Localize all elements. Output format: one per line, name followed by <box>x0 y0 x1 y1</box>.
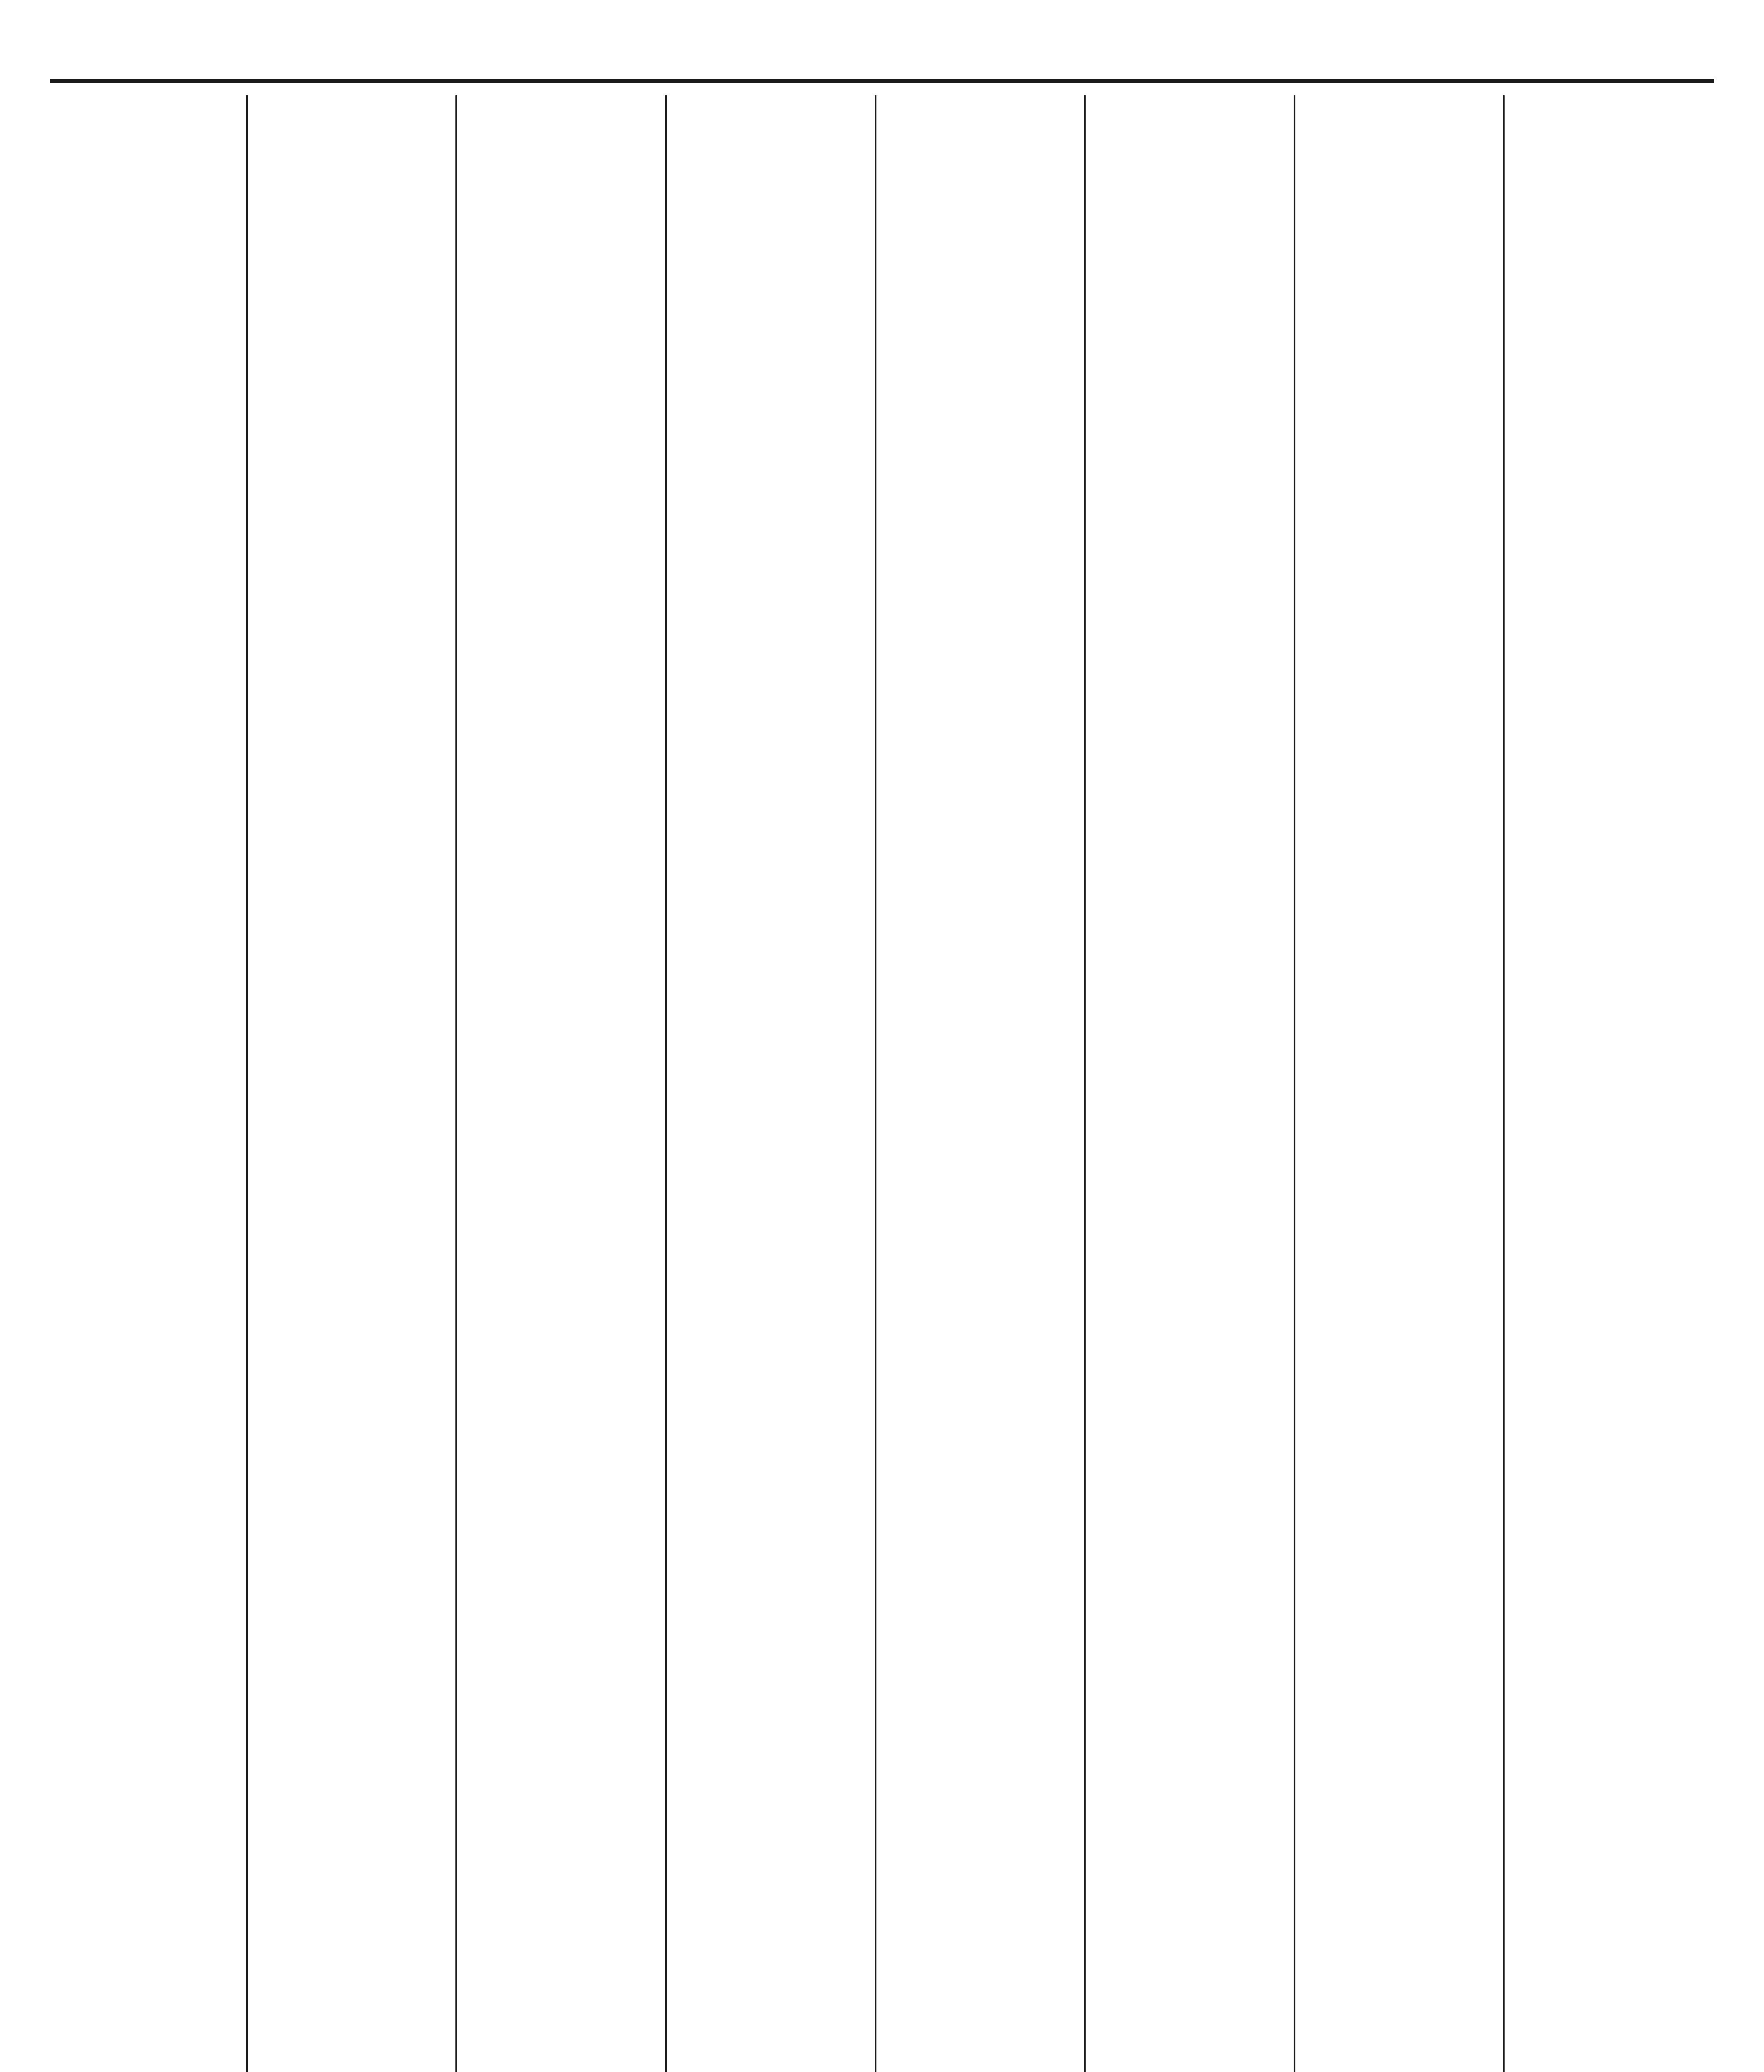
masthead <box>50 33 1714 83</box>
article-headline <box>888 268 1076 291</box>
article-headline <box>1516 268 1706 291</box>
article-body <box>888 291 1076 415</box>
article-body <box>50 291 238 415</box>
article-body <box>1097 119 1285 243</box>
article <box>888 95 1076 243</box>
article <box>678 95 866 243</box>
article-body <box>1307 291 1495 415</box>
article <box>469 95 657 243</box>
article-body <box>1516 291 1706 415</box>
article <box>1097 95 1285 243</box>
article <box>259 95 448 243</box>
article-body <box>678 291 866 415</box>
article-headline <box>50 95 238 119</box>
article-headline <box>1516 95 1706 119</box>
article-body <box>469 119 657 243</box>
article-body <box>50 119 238 243</box>
article-body <box>1307 119 1495 243</box>
article <box>469 268 657 415</box>
article-body <box>678 119 866 243</box>
article-headline <box>678 95 866 119</box>
article-body <box>469 291 657 415</box>
article <box>1516 268 1706 415</box>
article <box>1516 95 1706 243</box>
article-body <box>259 291 448 415</box>
article-body <box>1097 291 1285 415</box>
article-headline <box>1307 268 1495 291</box>
article <box>50 268 238 415</box>
article-headline <box>1307 95 1495 119</box>
masthead-rule <box>50 79 1714 83</box>
article-headline <box>1097 95 1285 119</box>
column-8 <box>1516 95 1714 2072</box>
article <box>678 268 866 415</box>
column-6 <box>1097 95 1295 2072</box>
article <box>259 268 448 415</box>
article-headline <box>50 268 238 291</box>
article <box>1307 268 1495 415</box>
article-headline <box>469 95 657 119</box>
article-body <box>1516 119 1706 243</box>
article-headline <box>1097 268 1285 291</box>
column-4 <box>678 95 876 2072</box>
article-body <box>888 119 1076 243</box>
article-headline <box>259 95 448 119</box>
column-7 <box>1307 95 1505 2072</box>
column-2 <box>259 95 457 2072</box>
article-headline <box>678 268 866 291</box>
article <box>1307 95 1495 243</box>
column-1 <box>50 95 248 2072</box>
article <box>888 268 1076 415</box>
article-body <box>259 119 448 243</box>
article <box>50 95 238 243</box>
article <box>1097 268 1285 415</box>
columns <box>50 95 1714 2072</box>
article-headline <box>259 268 448 291</box>
column-3 <box>469 95 667 2072</box>
article-headline <box>469 268 657 291</box>
column-5 <box>888 95 1086 2072</box>
article-headline <box>888 95 1076 119</box>
